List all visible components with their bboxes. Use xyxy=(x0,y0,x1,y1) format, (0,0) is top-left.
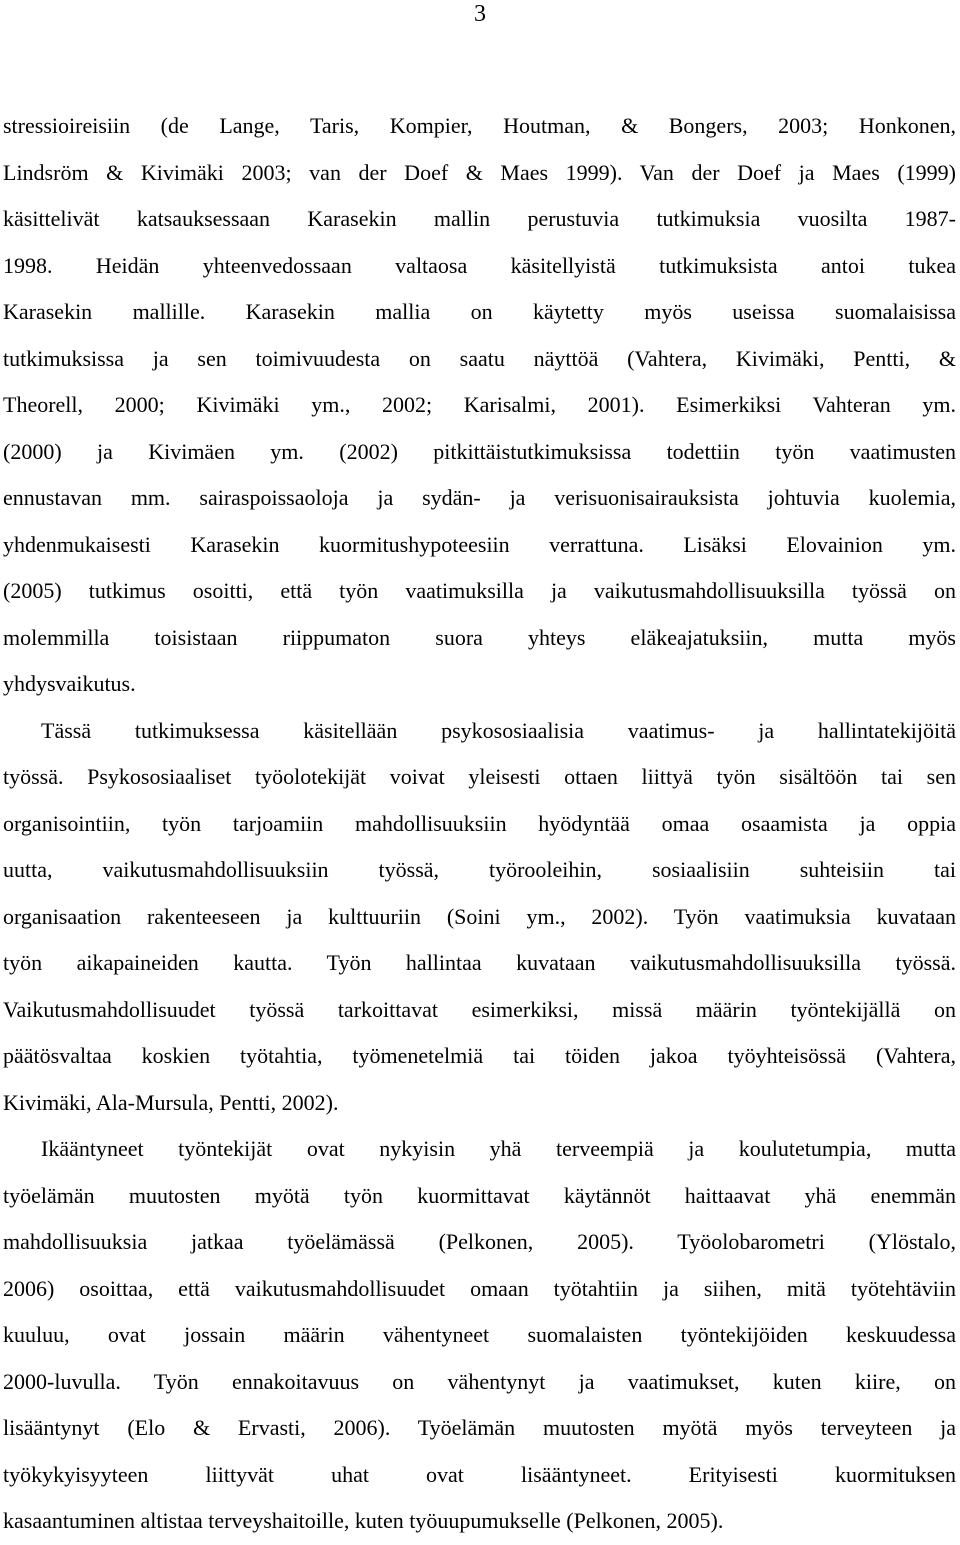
text-line: yhdenmukaisesti Karasekin kuormitushypoteesiin verrattuna. Lisäksi Elovainion ym. xyxy=(3,531,956,557)
text-line: Karasekin mallille. Karasekin mallia on käytetty myös useissa suomalaisissa xyxy=(3,299,956,324)
text-line: Theorell, 2000; Kivimäki ym., 2002; Karisalmi, 2001). Esimerkiksi Vahteran ym. xyxy=(3,392,956,417)
text-line: kasaantuminen altistaa terveyshaitoille, kuten työuupumukselle (Pelkonen, 2005). xyxy=(3,1508,724,1533)
document-body xyxy=(3,103,956,1545)
text-line: työssä. Psykososiaaliset työolotekijät voivat yleisesti ottaen liittyä työn sisältöön tai sen xyxy=(3,764,956,789)
text-line: uutta, vaikutusmahdollisuuksiin työssä, työrooleihin, sosiaalisiin suhteisiin tai xyxy=(3,857,956,882)
text-line: kuuluu, ovat jossain määrin vähentyneet suomalaisten työntekijöiden keskuudessa xyxy=(3,1322,956,1347)
text-line: työelämän muutosten myötä työn kuormittavat käytännöt haittaavat yhä enemmän xyxy=(3,1182,956,1208)
text-line: työkykyisyyteen liittyvät uhat ovat lisääntyneet. Erityisesti kuormituksen xyxy=(3,1461,956,1487)
paragraph xyxy=(3,708,956,1127)
text-line: Kivimäki, Ala-Mursula, Pentti, 2002). xyxy=(3,1089,339,1115)
text-line: tutkimuksissa ja sen toimivuudesta on saatu näyttöä (Vahtera, Kivimäki, Pentti, & xyxy=(3,345,956,371)
paragraph xyxy=(3,103,956,708)
text-line: 2000-luvulla. Työn ennakoitavuus on vähentynyt ja vaatimukset, kuten kiire, on xyxy=(3,1368,956,1394)
text-line: 2006) osoittaa, että vaikutusmahdollisuudet omaan työtahtiin ja siihen, mitä työtehtäviin xyxy=(3,1275,956,1301)
text-line: työn aikapaineiden kautta. Työn hallintaa kuvataan vaikutusmahdollisuuksilla työssä. xyxy=(3,950,956,975)
text-line: Tässä tutkimuksessa käsitellään psykososiaalisia vaatimus- ja hallintatekijöitä xyxy=(41,717,956,743)
text-line: 1998. Heidän yhteenvedossaan valtaosa käsitellyistä tutkimuksista antoi tukea xyxy=(3,252,956,278)
paragraph xyxy=(3,1126,956,1545)
page-number: 3 xyxy=(474,1,486,27)
text-line: molemmilla toisistaan riippumaton suora yhteys eläkeajatuksiin, mutta myös xyxy=(3,624,956,650)
text-line: ennustavan mm. sairaspoissaoloja ja sydän- ja verisuonisairauksista johtuvia kuolemia, xyxy=(3,485,956,510)
text-line: Vaikutusmahdollisuudet työssä tarkoittavat esimerkiksi, missä määrin työntekijällä on xyxy=(3,996,956,1022)
text-line: organisointiin, työn tarjoamiin mahdollisuuksiin hyödyntää omaa osaamista ja oppia xyxy=(3,810,956,836)
text-line: Lindsröm & Kivimäki 2003; van der Doef & Maes 1999). Van der Doef ja Maes (1999) xyxy=(3,159,956,185)
text-line: organisaation rakenteeseen ja kulttuuriin (Soini ym., 2002). Työn vaatimuksia kuvataan xyxy=(3,903,956,929)
text-line: yhdysvaikutus. xyxy=(3,671,136,696)
text-line: (2000) ja Kivimäen ym. (2002) pitkittäistutkimuksissa todettiin työn vaatimusten xyxy=(3,438,956,464)
text-line: stressioireisiin (de Lange, Taris, Kompier, Houtman, & Bongers, 2003; Honkonen, xyxy=(3,113,956,138)
text-line: lisääntynyt (Elo & Ervasti, 2006). Työelämän muutosten myötä myös terveyteen ja xyxy=(3,1415,956,1440)
text-line: Ikääntyneet työntekijät ovat nykyisin yhä terveempiä ja koulutetumpia, mutta xyxy=(41,1136,956,1161)
text-line: päätösvaltaa koskien työtahtia, työmenetelmiä tai töiden jakoa työyhteisössä (Vahtera, xyxy=(3,1043,956,1068)
text-line: käsittelivät katsauksessaan Karasekin mallin perustuvia tutkimuksia vuosilta 1987- xyxy=(3,206,956,231)
text-line: (2005) tutkimus osoitti, että työn vaatimuksilla ja vaikutusmahdollisuuksilla työssä on xyxy=(3,578,956,603)
text-line: mahdollisuuksia jatkaa työelämässä (Pelkonen, 2005). Työolobarometri (Ylöstalo, xyxy=(3,1229,956,1254)
